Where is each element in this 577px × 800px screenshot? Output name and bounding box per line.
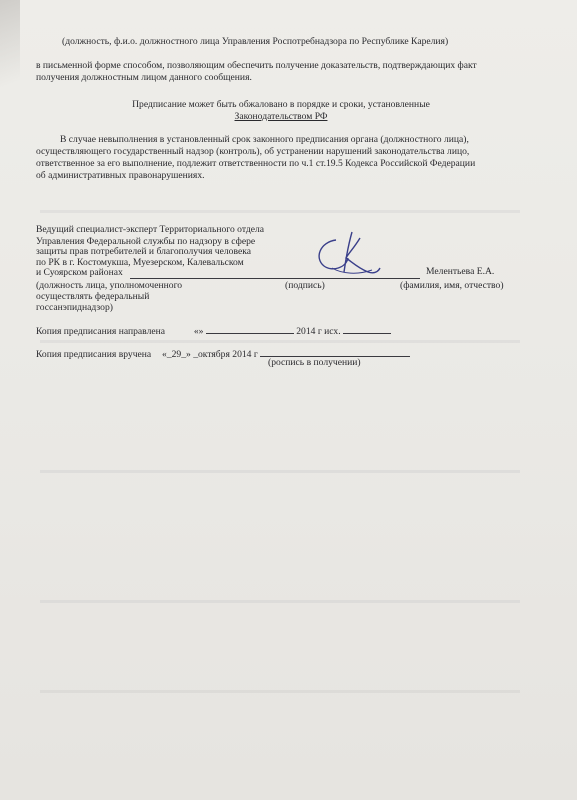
signature-line <box>130 278 420 279</box>
copy-sent-quote: «» <box>193 326 204 337</box>
copy-sent-row <box>36 323 391 339</box>
copy-sent-number-field <box>343 323 391 334</box>
paragraph-text: В случае невыполнения в установленный срок законного предписания органа (должностного лица), <box>60 134 469 145</box>
copy-sent-year: 2014 г исх. <box>296 326 341 337</box>
bleed-through <box>40 690 520 693</box>
position-caption: (должность лица, уполномоченного <box>36 280 183 291</box>
paragraph-text: осуществляющего государственный надзор (контроль), об устранении нарушений законодательства лицо, <box>36 146 470 157</box>
bleed-through <box>40 340 520 343</box>
copy-received-caption: (роспись в получении) <box>268 357 361 368</box>
signature-caption: (подпись) <box>285 280 325 291</box>
bleed-through <box>40 470 520 473</box>
position-caption: госсанэпиднадзор) <box>36 302 113 313</box>
copy-received-label: Копия предписания вручена <box>36 349 152 360</box>
handwritten-signature <box>302 228 382 278</box>
paragraph-text: об административных правонарушениях. <box>36 170 205 181</box>
paragraph-text: ответственное за его выполнение, подлежит ответственности по ч.1 ст.19.5 Кодекса Российской Федерации <box>36 158 476 169</box>
copy-received-signature-field <box>260 346 410 357</box>
copy-sent-label: Копия предписания направлена <box>36 326 166 337</box>
position-caption: осуществлять федеральный <box>36 291 150 302</box>
position-caption: (должность, ф.и.о. должностного лица Управления Роспотребнадзора по Республике Карелия) <box>62 36 449 47</box>
paper-edge-shadow <box>0 0 20 120</box>
appeal-law-link: Законодательством РФ <box>234 111 328 122</box>
official-title: и Суоярском районах <box>36 267 123 278</box>
copy-received-date: «_29_» _октября 2014 г <box>162 349 258 360</box>
official-title: по РК в г. Костомукша, Муезерском, Калевальском <box>36 257 244 268</box>
copy-sent-date-field <box>206 323 294 334</box>
appeal-text: Предписание может быть обжаловано в порядке и сроки, установленные <box>132 99 430 110</box>
signer-name: Мелентьева Е.А. <box>426 266 495 277</box>
paragraph-text: получения должностным лицом данного сообщения. <box>36 72 252 83</box>
bleed-through <box>40 600 520 603</box>
bleed-through <box>40 210 520 213</box>
official-title: Ведущий специалист-эксперт Территориального отдела <box>36 224 265 235</box>
paragraph-text: в письменной форме способом, позволяющим обеспечить получение доказательств, подтверждающих факт <box>36 60 477 71</box>
official-title: защиты прав потребителей и благополучия человека <box>36 246 251 257</box>
official-title: Управления Федеральной службы по надзору в сфере <box>36 236 256 247</box>
fio-caption: (фамилия, имя, отчество) <box>400 280 504 291</box>
